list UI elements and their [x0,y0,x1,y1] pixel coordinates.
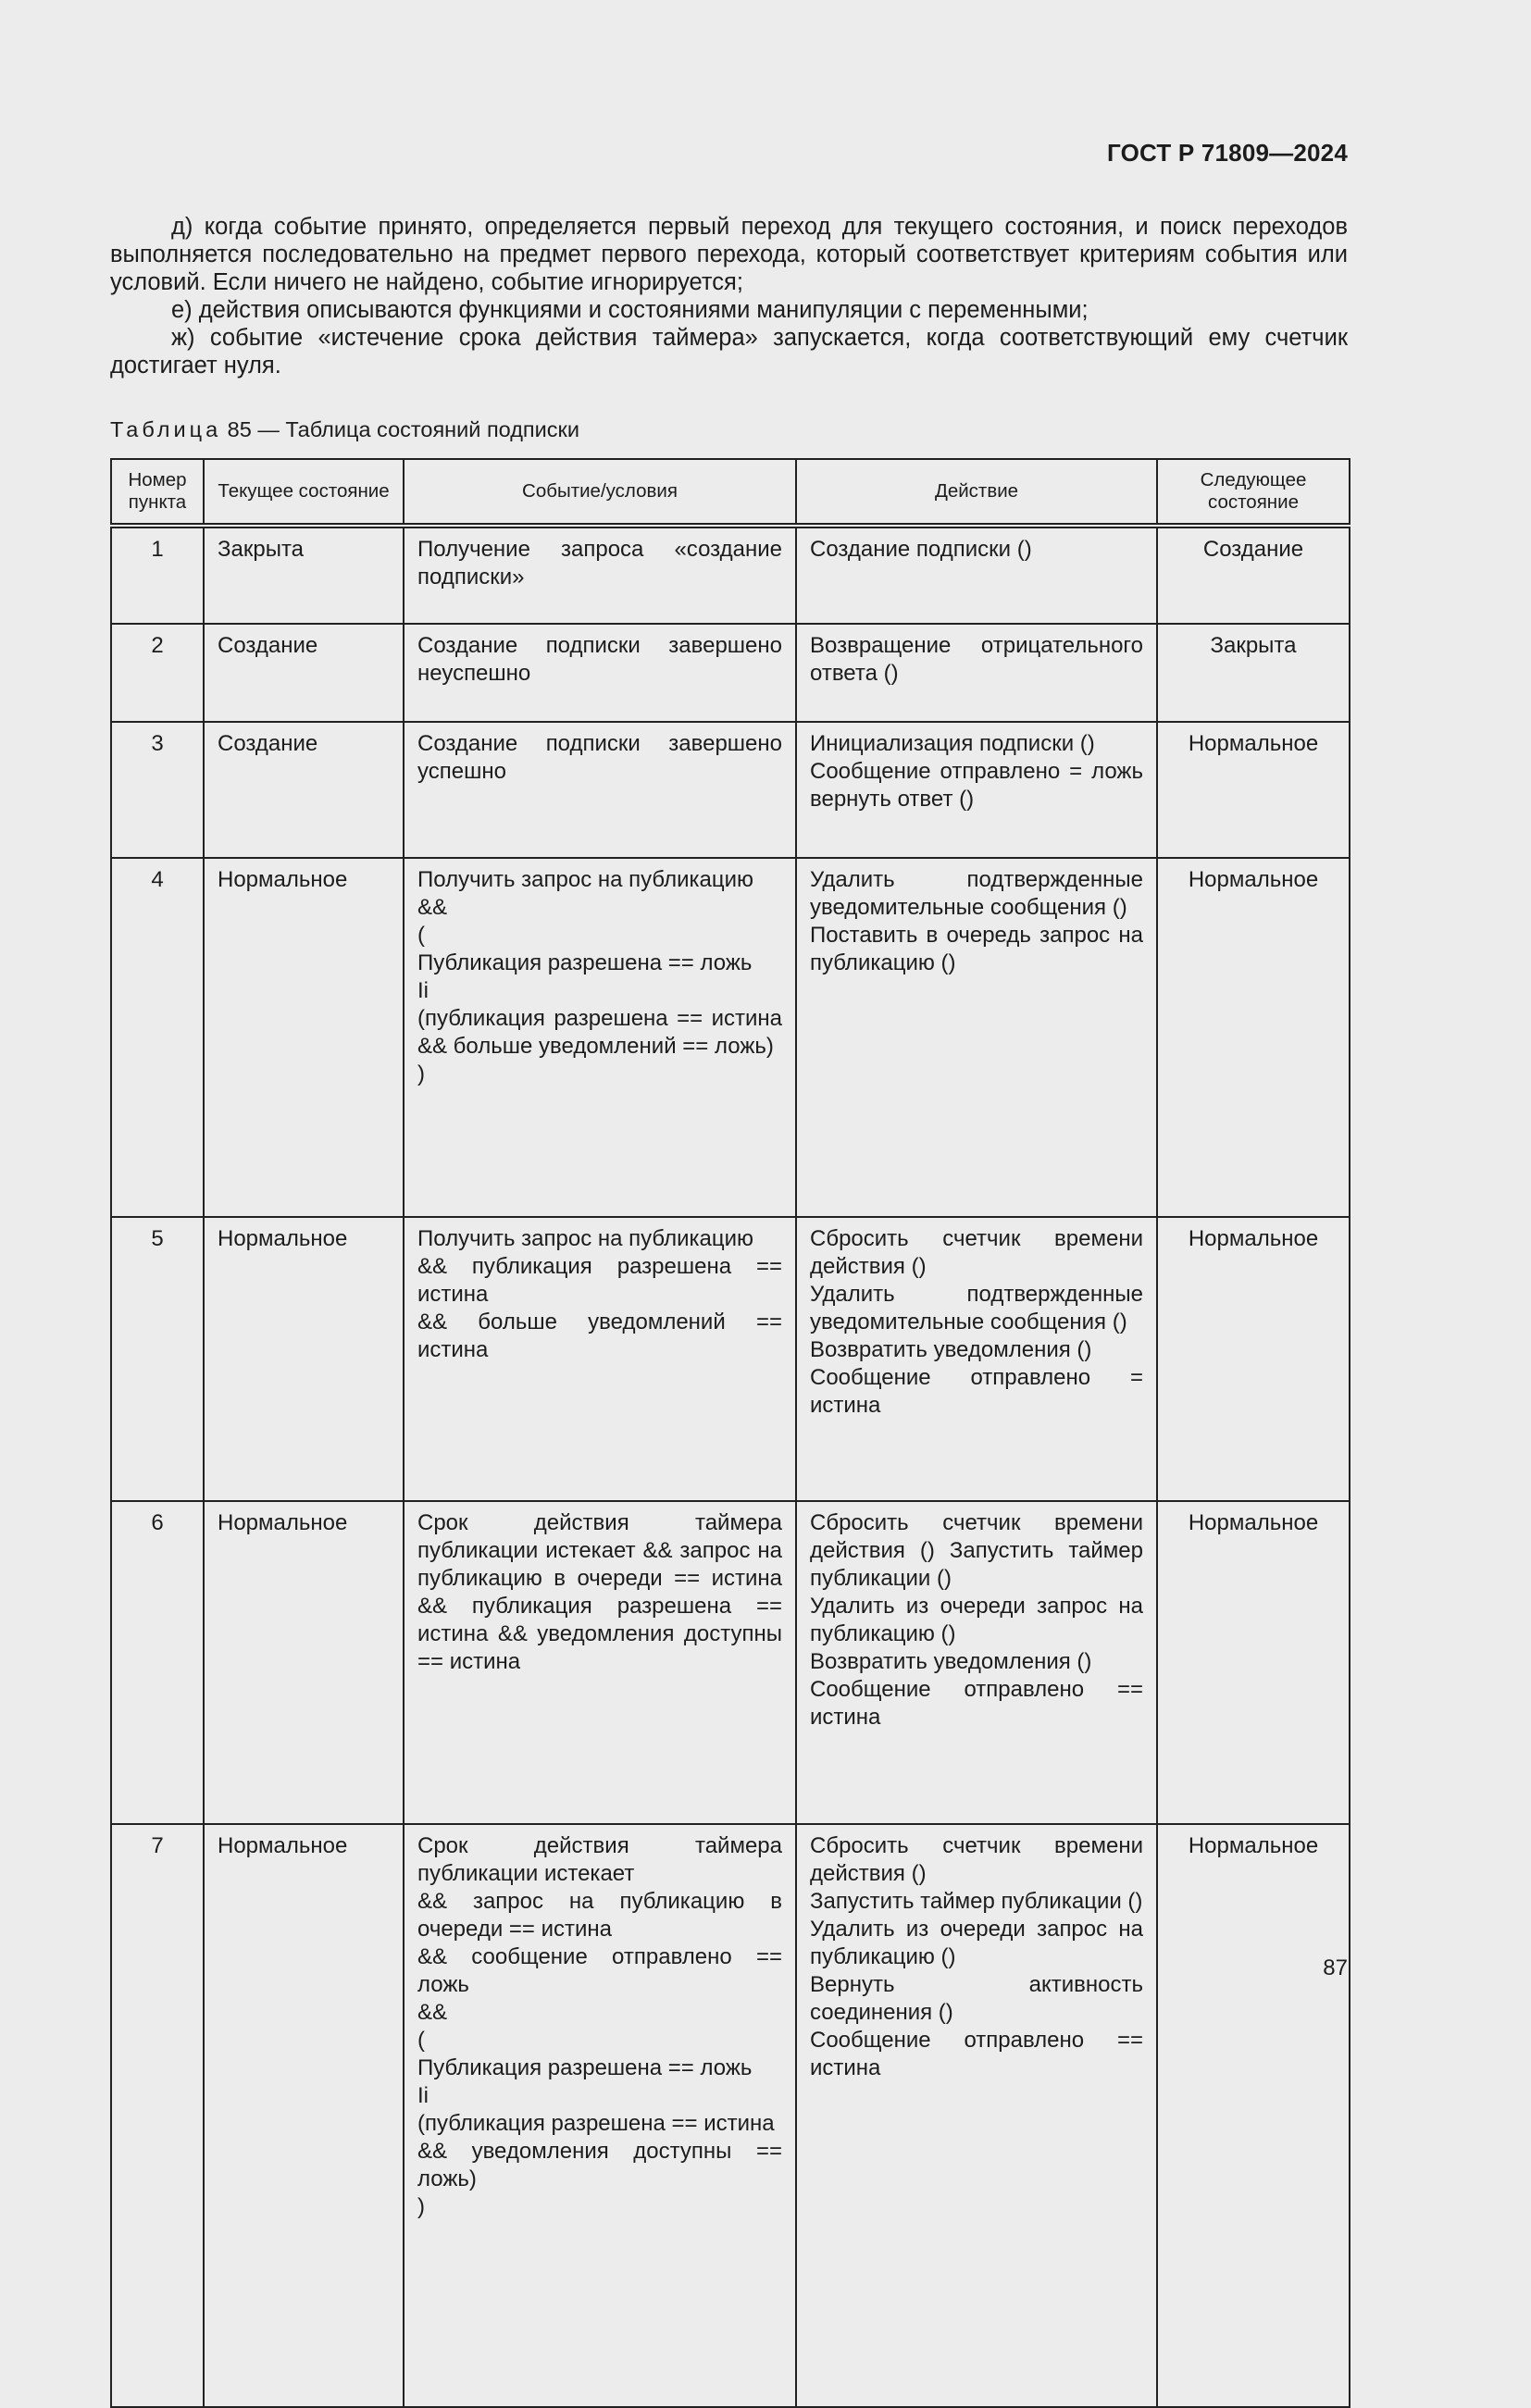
action-line: Возвратить уведомления () [810,1649,1092,1674]
event-line: Срок действия таймера публикации истекает [417,1833,782,1886]
action-line: Возвращение отрицательного ответа () [810,633,1143,686]
cell-num: 6 [111,1501,204,1824]
event-line: Ii [417,978,429,1003]
cell-num: 4 [111,858,204,1217]
event-line: && [417,895,448,920]
header-next-state: Следующее состояние [1157,459,1350,526]
cell-next-state: Нормальное [1157,1501,1350,1824]
action-line: Удалить подтвержденные уведомительные сообщения () [810,867,1143,920]
table-caption-prefix: Таблица [110,417,222,441]
cell-current-state: Нормальное [204,1217,404,1501]
cell-num: 1 [111,526,204,624]
cell-num: 3 [111,722,204,858]
action-line: Сообщение отправлено = ложь вернуть ответ () [810,759,1143,812]
action-line: Сообщение отправлено = истина [810,1365,1143,1418]
cell-current-state: Создание [204,722,404,858]
cell-event [404,526,796,624]
cell-next-state: Нормальное [1157,1217,1350,1501]
action-line: Поставить в очередь запрос на публикацию () [810,923,1143,975]
action-line: Возвратить уведомления () [810,1337,1092,1362]
event-line: Получить запрос на публикацию [417,1226,753,1251]
event-line: (публикация разрешена == истина && больше уведомлений == ложь) [417,1006,782,1059]
event-line: Публикация разрешена == ложь [417,2055,753,2080]
table-caption [110,417,579,442]
cell-next-state: Нормальное [1157,858,1350,1217]
page-number: 87 [1323,1955,1348,1980]
cell-next-state: Создание [1157,526,1350,624]
action-line: Создание подписки () [810,537,1032,562]
cell-action [796,1824,1157,2407]
paragraph-d: д) когда событие принято, определяется первый переход для текущего состояния, и поиск переходов выполняется последовательно на предмет первого перехода, который соответствует критериям события или условий. Если ничего не найдено, событие игнорируется; [110,214,1348,295]
action-line: Вернуть активность соединения () [810,1972,1143,2025]
cell-num: 5 [111,1217,204,1501]
cell-event [404,624,796,722]
event-line: Ii [417,2083,429,2108]
cell-current-state: Нормальное [204,858,404,1217]
action-line: Сообщение отправлено == истина [810,1677,1143,1730]
event-line: Получение запроса «создание подписки» [417,537,782,590]
cell-action [796,1217,1157,1501]
action-line: Сбросить счетчик времени действия () [810,1833,1143,1886]
table-row [111,722,1350,858]
event-line: && публикация разрешена == истина [417,1254,782,1307]
header-current-state: Текущее состояние [204,459,404,526]
document-id: ГОСТ Р 71809—2024 [1107,139,1348,167]
event-line: (публикация разрешена == истина [417,2111,775,2136]
cell-next-state: Нормальное [1157,1824,1350,2407]
event-line: ) [417,1061,425,1086]
table-row [111,1501,1350,1824]
cell-event [404,1501,796,1824]
cell-current-state: Нормальное [204,1824,404,2407]
event-line: && [417,2000,448,2025]
cell-action [796,526,1157,624]
action-line: Инициализация подписки () [810,731,1095,756]
event-line: ) [417,2194,425,2219]
cell-num: 7 [111,1824,204,2407]
cell-action [796,1501,1157,1824]
action-line: Удалить из очереди запрос на публикацию () [810,1917,1143,1969]
header-num: Номер пункта [111,459,204,526]
cell-action [796,858,1157,1217]
cell-action [796,722,1157,858]
action-line: Удалить из очереди запрос на публикацию () [810,1594,1143,1646]
event-line: Получить запрос на публикацию [417,867,753,892]
event-line: && больше уведомлений == истина [417,1310,782,1362]
event-line: ( [417,2028,425,2053]
body-text [110,213,1348,379]
event-line: Публикация разрешена == ложь [417,950,753,975]
cell-event [404,1217,796,1501]
event-line: && запрос на публикацию в очереди == истина [417,1889,782,1942]
paragraph-zh: ж) событие «истечение срока действия таймера» запускается, когда соответствующий ему счетчик достигает нуля. [110,325,1348,379]
table-row [111,624,1350,722]
cell-current-state: Нормальное [204,1501,404,1824]
cell-event [404,1824,796,2407]
table-row [111,1217,1350,1501]
table-row [111,858,1350,1217]
event-line: && сообщение отправлено == ложь [417,1944,782,1997]
cell-current-state: Закрыта [204,526,404,624]
table-caption-title: 85 — Таблица состояний подписки [221,417,579,441]
action-line: Сбросить счетчик времени действия () Запустить таймер публикации () [810,1510,1143,1591]
table-row [111,1824,1350,2407]
action-line: Сбросить счетчик времени действия () [810,1226,1143,1279]
cell-event [404,858,796,1217]
cell-num: 2 [111,624,204,722]
header-action: Действие [796,459,1157,526]
event-line: ( [417,923,425,948]
paragraph-e: е) действия описываются функциями и состояниями манипуляции с переменными; [171,297,1089,323]
table-row [111,526,1350,624]
event-line: Срок действия таймера публикации истекает && запрос на публикацию в очереди == истина && публикация разрешена == истина && уведомления доступны == истина [417,1510,782,1674]
table-body [111,526,1350,2407]
table-header-row [111,459,1350,526]
event-line: Создание подписки завершено неуспешно [417,633,782,686]
event-line: Создание подписки завершено успешно [417,731,782,784]
action-line: Сообщение отправлено == истина [810,2028,1143,2080]
event-line: && уведомления доступны == ложь) [417,2139,782,2191]
cell-next-state: Закрыта [1157,624,1350,722]
cell-next-state: Нормальное [1157,722,1350,858]
cell-event [404,722,796,858]
cell-action [796,624,1157,722]
header-event: Событие/условия [404,459,796,526]
subscription-state-table [110,458,1351,2408]
cell-current-state: Создание [204,624,404,722]
action-line: Запустить таймер публикации () [810,1889,1143,1914]
action-line: Удалить подтвержденные уведомительные сообщения () [810,1282,1143,1334]
